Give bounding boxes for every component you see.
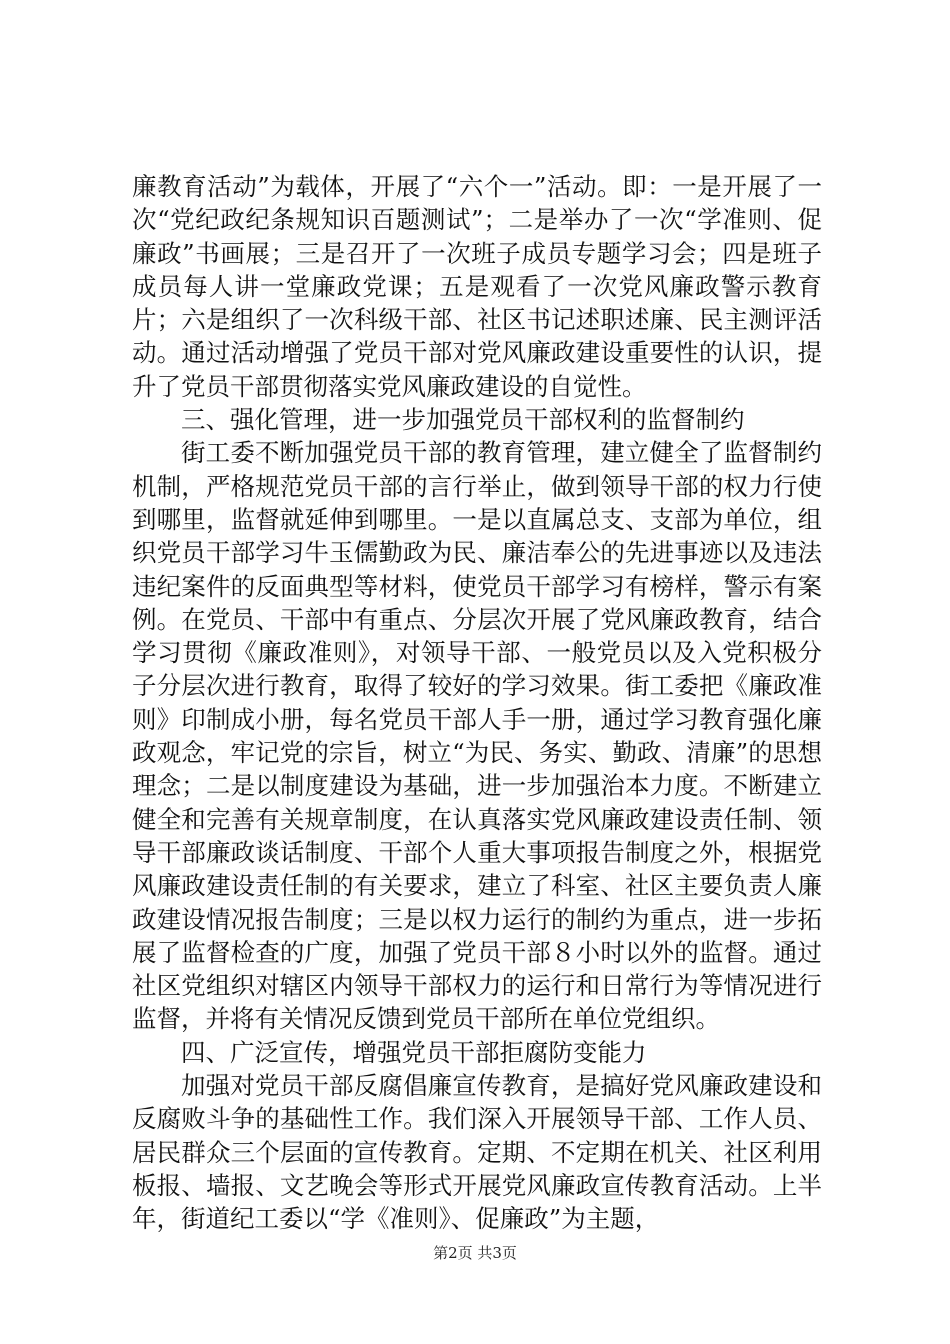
- paragraph-publicity: 加强对党员干部反腐倡廉宣传教育，是搞好党风廉政建设和反腐败斗争的基础性工作。我们深入开展领导干部、工作人员、居民群众三个层面的宣传教育。定期、不定期在机关、社区利用板报、墙报、文艺晚会等形式开展党风廉政宣传教育活动。上半年，街道纪工委以“学《准则》、促廉政”为主题，: [132, 1071, 822, 1234]
- section-heading-4: 四、广泛宣传，增强党员干部拒腐防变能力: [181, 1037, 647, 1067]
- document-body: [132, 170, 822, 1236]
- page-number-footer: 第2页 共3页: [433, 1244, 517, 1262]
- paragraph-supervision: 街工委不断加强党员干部的教育管理，建立健全了监督制约机制，严格规范党员干部的言行举止，做到领导干部的权力行使到哪里，监督就延伸到哪里。一是以直属总支、支部为单位，组织党员干部学习牛玉儒勤政为民、廉洁奉公的先进事迹以及违法违纪案件的反面典型等材料，使党员干部学习有榜样，警示有案例。在党员、干部中有重点、分层次开展了党风廉政教育，结合学习贯彻《廉政准则》，对领导干部、一般党员以及入党积极分子分层次进行教育，取得了较好的学习效果。街工委把《廉政准则》印制成小册，每名党员干部人手一册，通过学习教育强化廉政观念，牢记党的宗旨，树立“为民、务实、勤政、清廉”的思想理念；二是以制度建设为基础，进一步加强治本力度。不断建立健全和完善有关规章制度，在认真落实党风廉政建设责任制、领导干部廉政谈话制度、干部个人重大事项报告制度之外，根据党风廉政建设责任制的有关要求，建立了科室、社区主要负责人廉政建设情况报告制度；三是以权力运行的制约为重点，进一步拓展了监督检查的广度，加强了党员干部８小时以外的监督。通过社区党组织对辖区内领导干部权力的运行和日常行为等情况进行监督，并将有关情况反馈到党员干部所在单位党组织。: [132, 438, 822, 1034]
- section-heading-3: 三、强化管理，进一步加强党员干部权利的监督制约: [181, 405, 745, 435]
- paragraph-activities: 廉教育活动”为载体，开展了“六个一”活动。即：一是开展了一次“党纪政纪条规知识百题测试”；二是举办了一次“学准则、促廉政”书画展；三是召开了一次班子成员专题学习会；四是班子成员每人讲一堂廉政党课；五是观看了一次党风廉政警示教育片；六是组织了一次科级干部、社区书记述职述廉、民主测评活动。通过活动增强了党员干部对党风廉政建设重要性的认识，提升了党员干部贯彻落实党风廉政建设的自觉性。: [132, 172, 822, 401]
